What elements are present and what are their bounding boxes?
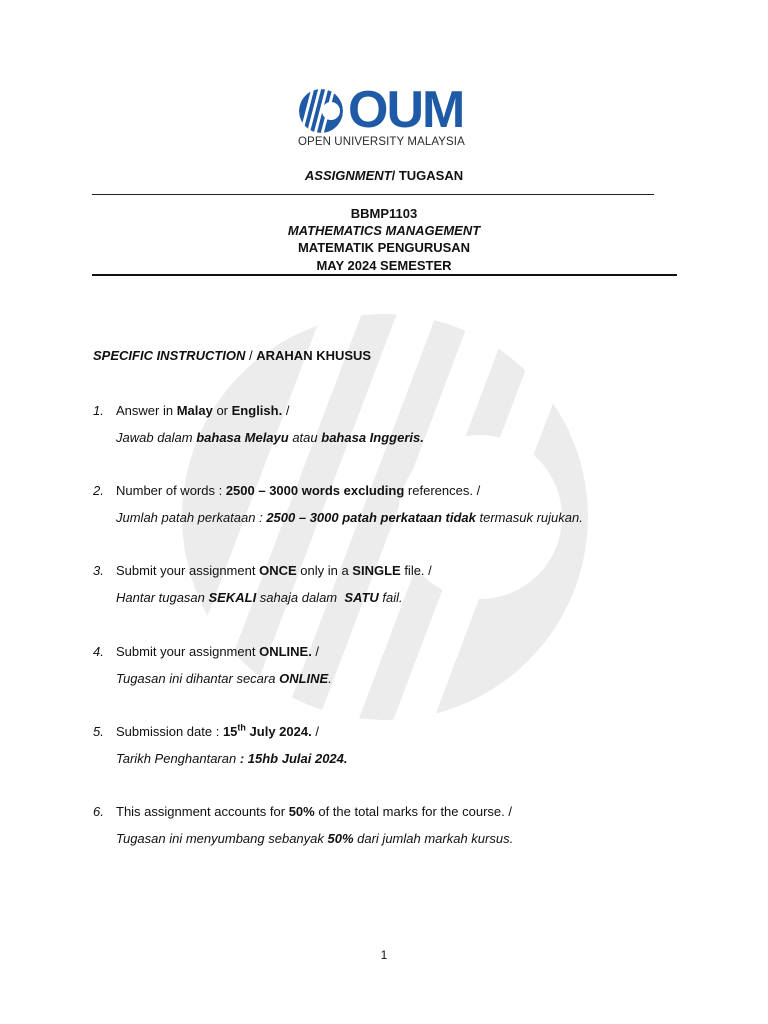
item-number: 4. <box>93 644 104 659</box>
item-text-ms: Tugasan ini menyumbang sebanyak 50% dari jumlah markah kursus. <box>116 831 514 846</box>
oum-globe-icon <box>298 88 344 134</box>
heading-separator: / <box>245 348 257 363</box>
heading-ms: ARAHAN KHUSUS <box>256 348 372 363</box>
item-text-en: Submit your assignment ONCE only in a SINGLE file. / <box>116 563 432 578</box>
item-number: 2. <box>93 483 104 498</box>
specific-instruction-heading <box>93 348 371 363</box>
page-number: 1 <box>380 948 388 962</box>
item-number: 1. <box>93 403 104 418</box>
semester: MAY 2024 SEMESTER <box>316 258 452 273</box>
item-text-ms: Hantar tugasan SEKALI sahaja dalam SATU fail. <box>116 590 403 605</box>
item-text-en: This assignment accounts for 50% of the total marks for the course. / <box>116 804 512 819</box>
item-text-en: Submit your assignment ONLINE. / <box>116 644 320 659</box>
item-text-ms: Tugasan ini dihantar secara ONLINE. <box>116 671 332 686</box>
oum-logo-subtitle: OPEN UNIVERSITY MALAYSIA <box>298 136 465 148</box>
item-number: 6. <box>93 804 104 819</box>
item-text-ms: Jawab dalam bahasa Melayu atau bahasa Inggeris. <box>116 430 424 445</box>
item-text-en: Submission date : 15th July 2024. / <box>116 722 319 739</box>
oum-logo <box>298 81 474 152</box>
title-en: ASSIGNMENT <box>304 168 392 183</box>
item-text-en: Answer in Malay or English. / <box>116 403 290 418</box>
item-number: 3. <box>93 563 104 578</box>
item-text-en: Number of words : 2500 – 3000 words excluding references. / <box>116 483 481 498</box>
course-name-en: MATHEMATICS MANAGEMENT <box>287 223 481 238</box>
title-separator: / <box>391 168 399 183</box>
header-rule <box>92 274 677 276</box>
course-code: BBMP1103 <box>350 206 418 221</box>
item-text-ms: Tarikh Penghantaran : 15hb Julai 2024. <box>116 751 348 766</box>
item-number: 5. <box>93 724 104 739</box>
title-underline <box>92 194 654 195</box>
item-text-ms: Jumlah patah perkataan : 2500 – 3000 patah perkataan tidak termasuk rujukan. <box>116 510 583 525</box>
title-ms: TUGASAN <box>398 168 464 183</box>
assignment-title <box>0 167 768 184</box>
course-name-ms: MATEMATIK PENGURUSAN <box>297 240 471 255</box>
oum-wordmark: OUM <box>348 81 464 139</box>
heading-en: SPECIFIC INSTRUCTION <box>93 348 246 363</box>
